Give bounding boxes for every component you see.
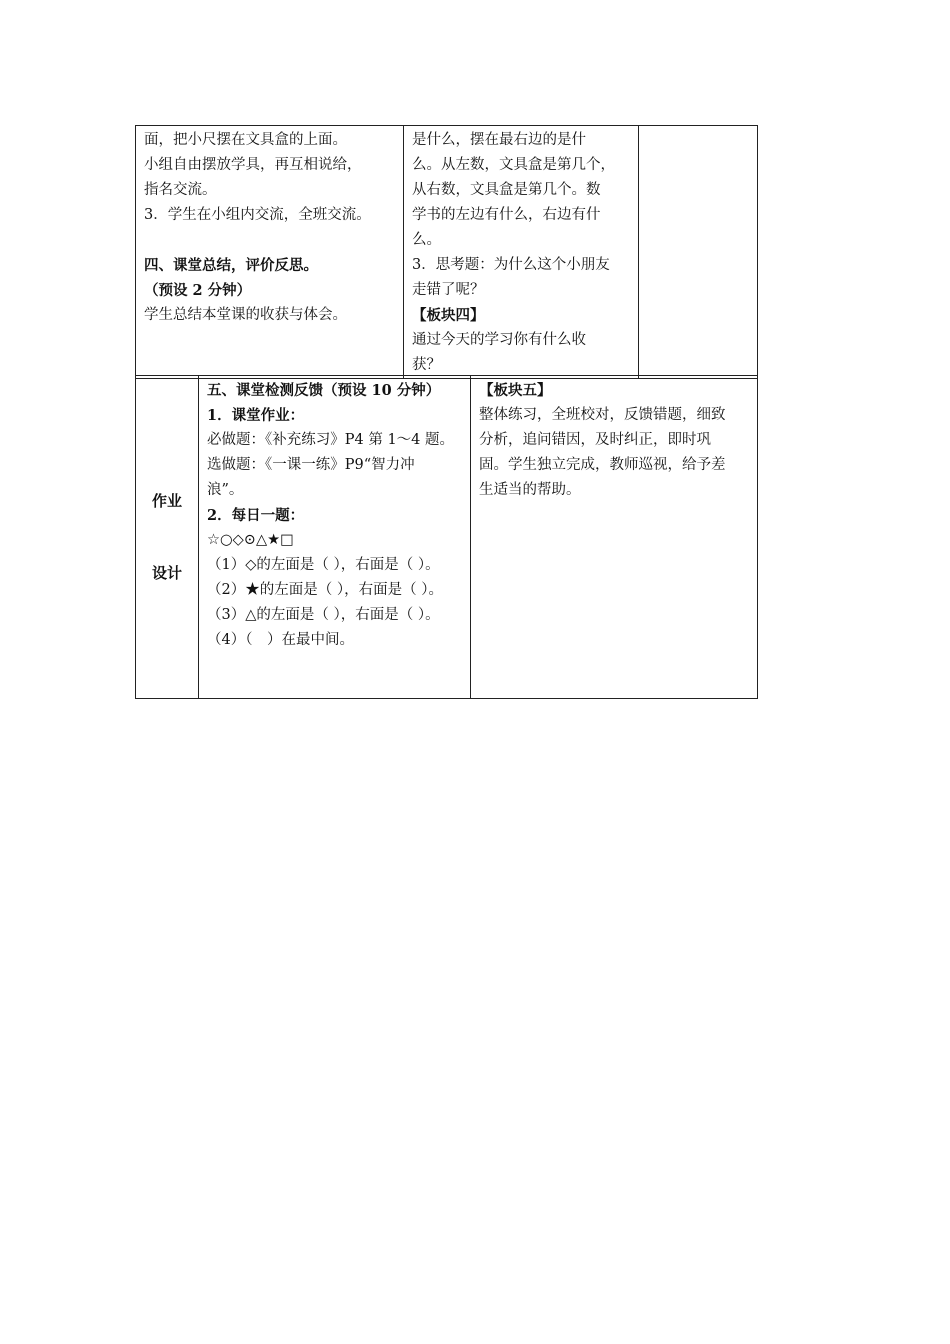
homework-intent-text (479, 378, 751, 503)
text-line: 3．学生在小组内交流，全班交流。 (144, 207, 371, 223)
text-line: ☆○◇⊙△★□ (207, 532, 294, 548)
text-line: 指名交流。 (144, 182, 217, 198)
text-line: （2）★的左面是（ ），右面是（ ）。 (207, 582, 443, 598)
text-line: 小组自由摆放学具，再互相说给， (144, 157, 362, 173)
teacher-activity-cell (404, 126, 639, 379)
text-line: 3．思考题：为什么这个小朋友 (412, 257, 610, 273)
text-line: 生适当的帮助。 (479, 482, 581, 498)
text-line: 么。从左数，文具盒是第几个， (412, 157, 615, 173)
text-line: 通过今天的学习你有什么收 (412, 332, 586, 348)
homework-intent-cell (471, 376, 758, 699)
text-line: 2．每日一题： (207, 507, 305, 524)
text-line: 浪”。 (207, 482, 244, 498)
text-line (144, 228, 397, 253)
text-line: （预设 2 分钟） (144, 282, 252, 299)
homework-content-cell (199, 376, 471, 699)
lesson-process-table-continued (135, 125, 758, 379)
homework-content-text (207, 378, 464, 653)
text-line: 从右数，文具盒是第几个。数 (412, 182, 601, 198)
text-line: 是什么，摆在最右边的是什 (412, 132, 586, 148)
text-line: 么。 (412, 232, 441, 248)
text-line: （3）△的左面是（ ），右面是（ ）。 (207, 607, 440, 623)
text-line: 必做题：《补充练习》P4 第 1～4 题。 (207, 432, 455, 448)
text-line: 学书的左边有什么，右边有什 (412, 207, 601, 223)
text-line: （1）◇的左面是（ ），右面是（ ）。 (207, 557, 440, 573)
homework-label-line1: 作业 (151, 492, 182, 510)
text-line: 走错了呢？ (412, 282, 485, 298)
text-line: 五、课堂检测反馈（预设 10 分钟） (207, 382, 441, 399)
student-activity-text (144, 128, 397, 328)
teacher-activity-text (412, 128, 632, 378)
text-line: 学生总结本堂课的收获与体会。 (144, 307, 347, 323)
text-line: 整体练习，全班校对，反馈错题，细致 (479, 407, 726, 423)
text-line: 固。学生独立完成，教师巡视，给予差 (479, 457, 726, 473)
student-activity-cell (136, 126, 404, 379)
text-line: 选做题：《一课一练》P9“智力冲 (207, 457, 415, 473)
text-line: 【板块五】 (479, 382, 552, 399)
text-line: 分析，追问错因，及时纠正，即时巩 (479, 432, 711, 448)
homework-label-cell (136, 376, 199, 699)
homework-label-line2: 设计 (151, 564, 182, 582)
text-line: 面，把小尺摆在文具盒的上面。 (144, 132, 347, 148)
text-line: 获？ (412, 357, 441, 373)
text-line: 1．课堂作业： (207, 407, 305, 424)
text-line: （4）（ ）在最中间。 (207, 632, 354, 648)
text-line: 【板块四】 (412, 307, 485, 324)
notes-cell (639, 126, 758, 379)
homework-design-table (135, 375, 758, 699)
text-line: 四、课堂总结，评价反思。 (144, 257, 318, 274)
